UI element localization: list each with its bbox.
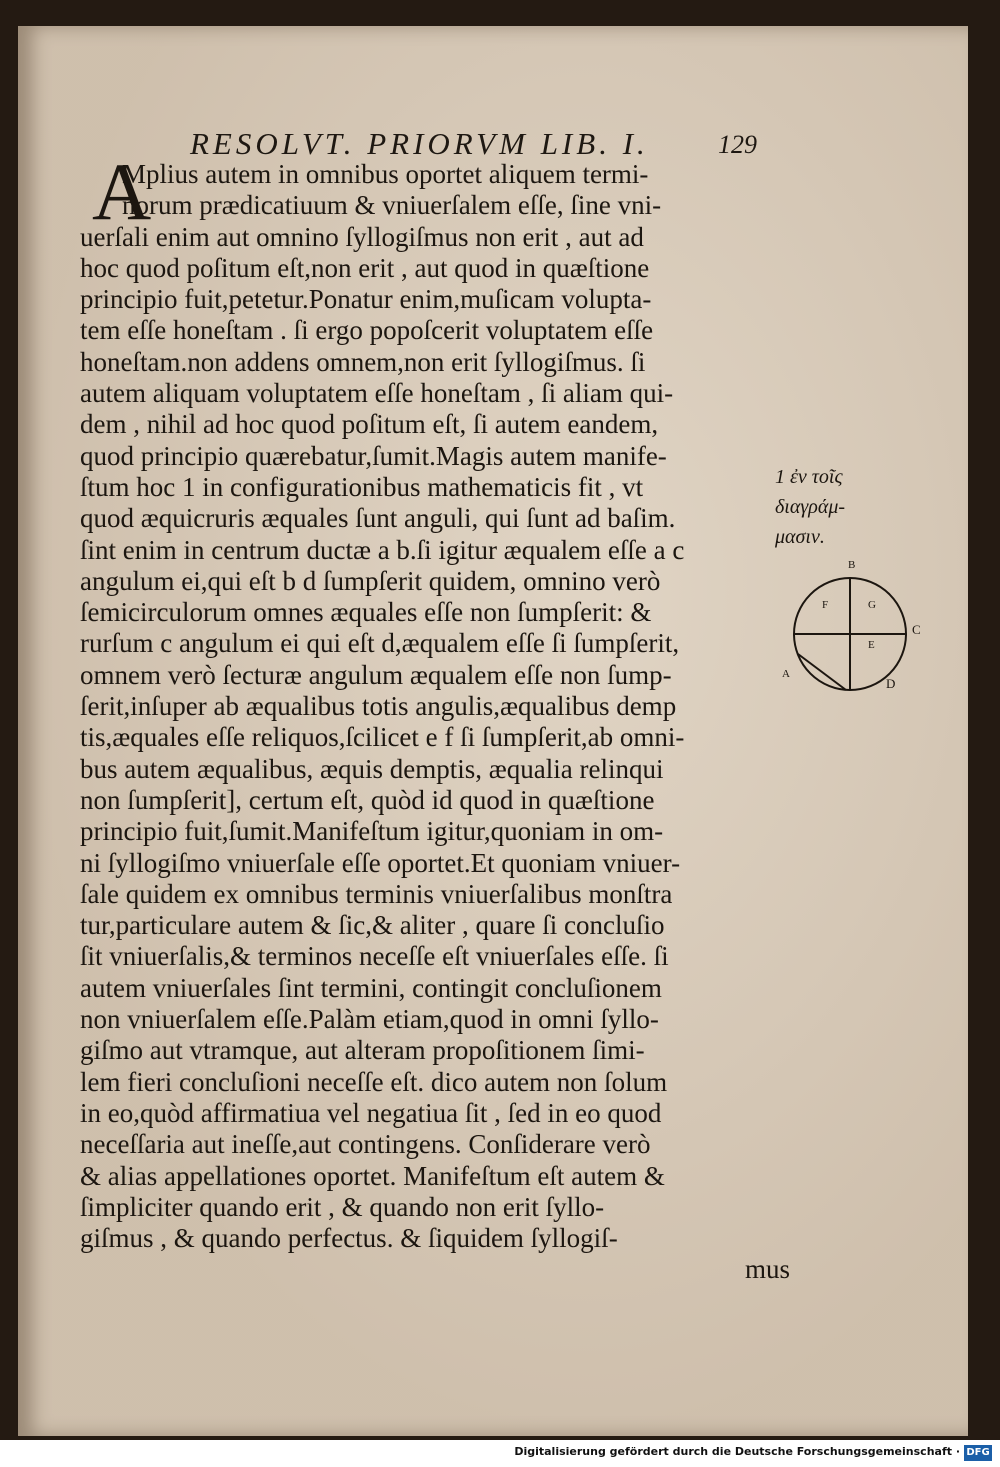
text-line: ni ſyllogiſmo vniuerſale eſſe oportet.Et quoniam vniuer- <box>80 847 681 878</box>
book-page <box>18 26 968 1436</box>
text-line: tur,particulare autem & ſic,& aliter , quare ſi concluſio <box>80 910 665 941</box>
footer-bar <box>0 1440 1000 1467</box>
text-line: autem vniuerſales ſint termini, contingit concluſionem <box>80 972 662 1003</box>
margin-note-line: 1 ἐν τοῖς <box>775 466 843 488</box>
text-line: Mplius autem in omnibus oportet aliquem termi- <box>122 159 649 189</box>
text-line: ſerit,inſuper ab æqualibus totis angulis,æqualibus demp <box>80 691 677 722</box>
text-lines <box>80 146 790 1286</box>
text-line: dem , nihil ad hoc quod poſitum eſt, ſi autem eandem, <box>80 409 659 440</box>
text-line: & alias appellationes oportet. Manifeſtum eſt autem & <box>80 1160 665 1191</box>
text-line: tis,æquales eſſe reliquos,ſcilicet e f ſi ſumpſerit,ab omni- <box>80 722 685 753</box>
diagram-label-g: G <box>868 599 876 611</box>
text-line: neceſſaria aut ineſſe,aut contingens. Conſiderare verò <box>80 1129 651 1160</box>
text-line: honeſtam.non addens omnem,non erit ſyllogiſmus. ſi <box>80 346 646 377</box>
text-line: non vniuerſalem eſſe.Palàm etiam,quod in omni ſyllo- <box>80 1004 659 1035</box>
text-line: principio fuit,ſumit.Manifeſtum igitur,quoniam in om- <box>80 816 664 847</box>
page-number: 129 <box>718 130 757 159</box>
text-line: uerſali enim aut omnino ſyllogiſmus non erit , aut ad <box>80 221 644 252</box>
text-line: autem aliquam voluptatem eſſe honeſtam , ſi aliam qui- <box>80 378 674 409</box>
text-line: mus <box>744 1254 790 1285</box>
text-line: lem fieri concluſioni neceſſe eſt. dico autem non ſolum <box>80 1066 668 1097</box>
drop-initial: A <box>92 146 152 237</box>
funding-credit: Digitalisierung gefördert durch die Deutsche Forschungsgemeinschaft · <box>514 1445 960 1458</box>
text-line: non ſumpſerit], certum eſt, quòd id quod in quæſtione <box>80 784 655 815</box>
text-line: bus autem æqualibus, æquis demptis, æqualia relinqui <box>80 753 664 784</box>
text-line: angulum ei,qui eſt b d ſumpſerit quidem, omnino verò <box>80 565 661 596</box>
text-line: ſtum hoc 1 in configurationibus mathematicis fit , vt <box>80 471 644 502</box>
diagram-label-e: E <box>868 639 875 651</box>
margin-note-line: διαγράμ- <box>775 496 846 518</box>
text-line: norum prædicatiuum & vniuerſalem eſſe, ſine vni- <box>122 190 662 221</box>
diagram-label-b: B <box>848 559 856 571</box>
text-line: ſit vniuerſalis,& terminos neceſſe eſt vniuerſales eſſe. ſi <box>80 941 669 972</box>
dfg-logo: DFG <box>964 1445 992 1461</box>
text-line: giſmus , & quando perfectus. & ſiquidem ſyllogiſ- <box>80 1223 618 1254</box>
text-line: omnem verò ſecturæ angulum æqualem eſſe non ſump- <box>80 659 672 690</box>
text-line: tem eſſe honeſtam . ſi ergo popoſcerit voluptatem eſſe <box>80 315 654 346</box>
running-head: RESOLVT. PRIORVM LIB. I. <box>190 126 649 161</box>
text-line: rurſum c angulum ei qui eſt d,æqualem eſſe ſi ſumpſerit, <box>80 628 680 659</box>
text-line: in eo,quòd affirmatiua vel negatiua ſit , ſed in eo quod <box>80 1097 662 1128</box>
text-line: principio fuit,petetur.Ponatur enim,muſicam volupta- <box>80 284 652 315</box>
text-line: ſemicirculorum omnes æquales eſſe non ſumpſerit: & <box>80 597 652 628</box>
diagram-label-c: C <box>912 622 921 637</box>
text-line: ſale quidem ex omnibus terminis vniuerſalibus monſtra <box>80 878 673 909</box>
text-line: quod æquicruris æquales ſunt anguli, qui ſunt ad baſim. <box>80 503 676 534</box>
text-line: giſmo aut vtramque, aut alteram propoſitionem ſimi- <box>80 1035 645 1066</box>
diagram-label-a: A <box>782 668 790 680</box>
circle-diagram <box>782 556 938 706</box>
text-block <box>80 146 790 1286</box>
text-line: ſint enim in centrum ductæ a b.ſi igitur æqualem eſſe a c <box>80 534 685 565</box>
text-line: quod principio quærebatur,ſumit.Magis autem manife- <box>80 440 667 471</box>
margin-note <box>775 462 885 552</box>
margin-note-line: μασιν. <box>775 526 825 548</box>
diagram-label-d: D <box>886 676 896 691</box>
text-line: hoc quod poſitum eſt,non erit , aut quod in quæſtione <box>80 252 650 283</box>
text-line: ſimpliciter quando erit , & quando non erit ſyllo- <box>80 1191 605 1222</box>
diagram-label-f: F <box>822 599 829 611</box>
